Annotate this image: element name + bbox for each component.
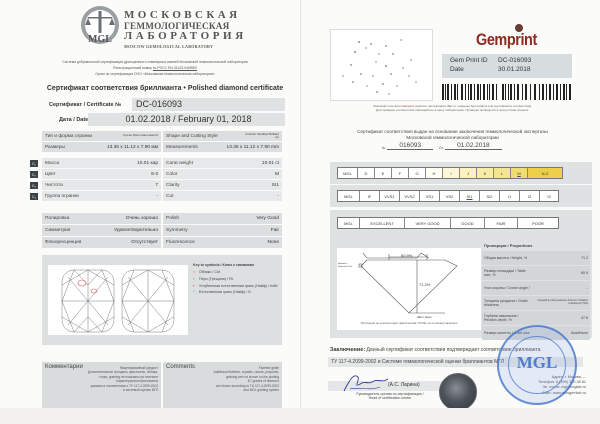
email-line: Эл. почта: mgl@mglab.ru [542, 385, 586, 390]
grade-en [163, 180, 282, 190]
clarity-scale-cell: I1 [500, 191, 520, 201]
measurements-en-label: Measurements [166, 144, 198, 150]
proportion-label: Общая высота / Height, % [484, 255, 528, 260]
table-percent: 60.9% [401, 253, 413, 258]
lab-name [124, 10, 247, 50]
stamp-text: MGL [516, 353, 558, 372]
proportion-value: 60.9 [581, 270, 588, 275]
grade-en-label: Cut [166, 193, 174, 199]
proportion-value: 71.2 [581, 255, 588, 260]
certificate-number-row [45, 98, 130, 111]
cut-scale-cell: MGL [338, 218, 360, 228]
key-item-cloud [193, 270, 283, 274]
signatory-name: (А.С. Ларина) [388, 382, 420, 388]
clarity-scale-cell: I2 [520, 191, 540, 201]
proportion-label: Угол короны / Crown angle,° [484, 285, 531, 290]
finish-en-label: Fluorescence [166, 240, 195, 245]
plotting-area [48, 265, 188, 335]
color-scale-cell: MGL [338, 168, 358, 178]
grade-ru-value: 7 [155, 182, 158, 188]
color-scale [337, 167, 563, 179]
grade-ru [42, 191, 161, 201]
color-scale-cell: D [358, 168, 375, 178]
key-item-feather [193, 277, 283, 281]
clarity-scale-cell: SI2 [480, 191, 500, 201]
clarity-scale-cell-selected: SI1 [460, 191, 480, 201]
gemprint-dots-icon [331, 30, 432, 100]
finish-en-label: Polish [166, 216, 180, 221]
finish-row-polish [42, 213, 282, 224]
comment-line: and MGL grading system [243, 388, 279, 393]
color-scale-cell: N-Z [528, 168, 562, 178]
finish-en [163, 213, 282, 224]
clarity-scale-cell: MGL [338, 191, 360, 201]
girdle-label: Extremely Thick [338, 266, 353, 268]
proportion-label: Глубина павильона / Pavilion depth, % [484, 313, 519, 322]
shape-ru-label: Тип и форма огранки [45, 133, 93, 139]
conclusion-text: Данный сертификат соответствия подтверждает соответствие бриллианта [366, 347, 541, 353]
proportion-value: 47.6 [581, 315, 588, 320]
color-scale-cell: G [409, 168, 426, 178]
organ-line: Орган по сертификации ООО «Московская геммологическая лаборатория» [95, 72, 215, 76]
grade-row-color [42, 169, 282, 179]
comment-line: указаны в соответствии с ТУ 117-4.2099-2002 [90, 383, 158, 388]
grade-ru [42, 180, 161, 190]
proportion-row [482, 281, 590, 295]
grade-ru-value: - [156, 193, 158, 199]
color-scale-cell: E [375, 168, 392, 178]
note-brand: Gemprint [401, 104, 414, 108]
fold-line [300, 0, 301, 410]
grade-ru-label: Чистота [45, 182, 63, 188]
finish-ru-value: Удовлетворительно [114, 228, 158, 233]
measurements-en-value: 13.35 x 11.12 x 7.90 mm [226, 144, 279, 150]
grade-en-label: Clarity [166, 182, 180, 188]
cut-scale [337, 217, 559, 229]
finish-ru [42, 213, 161, 224]
color-scale-cell: I [443, 168, 460, 178]
cut-scale-cell: GOOD [451, 218, 485, 228]
grade-ru-value: 8-3 [151, 171, 158, 177]
finish-ru-label: Симметрия [45, 228, 71, 233]
clarity-scale-cell: VS1 [420, 191, 440, 201]
culet-label: Шип / None [417, 315, 432, 319]
certificate-number-label: Сертификат / Certificate № [49, 101, 122, 108]
comment-line: точки, graining не показаны на плотинге [99, 374, 158, 379]
issued-line2: Московской геммологической лаборатории [406, 135, 499, 140]
note-text: позволит застраховать Вас от подмены бриллианта или сертификата соответствия. [414, 104, 533, 108]
comment-line: Характеристики бриллианта [115, 379, 158, 384]
comments-en-title: Comments [166, 364, 196, 370]
finish-en-value: Very Good [256, 216, 279, 221]
comment-line: are shown according to TU 117-4.2099-2002 [216, 383, 279, 388]
key-item-indented-natural [193, 284, 283, 288]
proportion-row [482, 296, 590, 310]
proportion-value: - [586, 285, 588, 290]
proportion-value: Средний до Экстремально Толстого / Medium to Extremely Thick [537, 299, 588, 305]
gemprint-id-box [442, 54, 572, 78]
grades-grid [42, 158, 282, 202]
grade-en-value: - [277, 193, 279, 199]
comment-line: Additional feathers, crystals, clouds, pinpoints, [213, 370, 279, 375]
certificate-title: Сертификат соответствия бриллианта • Polished diamond certificate [46, 85, 284, 92]
color-scale-cell: K [477, 168, 494, 178]
gemprint-brand: Gemprint [476, 30, 537, 49]
comments-ru-title: Комментарии [45, 364, 83, 370]
mgl-logo-icon [80, 5, 120, 47]
issued-line1: Сертификат соответствия выдан на основании заключения геммологической экспертизы [357, 129, 548, 134]
cut-scale-cell: POOR [532, 220, 544, 226]
feather-icon: / [193, 275, 195, 281]
shape-measure-grid [42, 131, 282, 153]
finish-grid [42, 213, 282, 249]
clarity-scale-cell: VS2 [440, 191, 460, 201]
issued-numbers [382, 142, 508, 150]
clarity-scale-cell: VVS1 [380, 191, 400, 201]
lab-name-line2: ГЕММОЛОГИЧЕСКАЯ [124, 21, 230, 31]
signatory-role-en: Head of certification center [368, 396, 412, 401]
key-item-label: Перо (Трещина) / Ftr [199, 276, 234, 281]
reg-label: Регистрационный номер [113, 66, 152, 70]
gemprint-date-value: 30.01.2018 [498, 65, 531, 73]
shape-en-label: Shape and Cutting Style [166, 133, 218, 139]
proportion-value: Шип/None [571, 330, 588, 335]
color-scale-cell-selected: M [511, 168, 528, 178]
gemprint-image [330, 29, 433, 101]
depth-percent: 71.2% [419, 282, 431, 287]
grade-en-value: 10.01 ct [261, 160, 279, 166]
finish-ru [42, 237, 161, 248]
comments-en [163, 362, 282, 410]
issued-from-value: 01.02.2018 [445, 142, 502, 150]
comment-line: 4C grades of diamond [247, 379, 279, 384]
diamond-profile-icon [337, 248, 481, 330]
grade-en [163, 191, 282, 201]
cloud-icon: ○ [193, 269, 196, 274]
finish-ru-value: Очень хорошо [125, 216, 158, 221]
signatory-role-ru: Руководитель органа по сертификации / [356, 392, 424, 396]
proportion-label: Размер калетты / Culet size [484, 330, 530, 335]
website-line: Сайт: www.mosgemlab.ru [542, 390, 586, 395]
c2-icon: C₂ [30, 171, 38, 178]
barcode-icon [442, 84, 572, 100]
issued-no-label: № [382, 146, 386, 150]
system-line: Система добровольной сертификации драгоценных и ювелирных камней Московской геммологической лаборатории [62, 60, 248, 64]
clarity-scale [337, 190, 559, 202]
color-scale-cell: H [426, 168, 443, 178]
certificate-date: 01.02.2018 / February 01, 2018 [88, 113, 285, 126]
gemprint-date-row [450, 66, 564, 75]
issued-statement [330, 129, 575, 141]
c4-icon: C₄ [30, 193, 38, 200]
color-scale-cell: L [494, 168, 511, 178]
grade-ru-label: Группа огранки [45, 193, 79, 199]
comment-line: Дополнительные трещины, кристаллы, облака, [87, 370, 158, 375]
color-scale-cell: J [460, 168, 477, 178]
shape-row [42, 131, 282, 141]
finish-en [163, 225, 282, 236]
key-to-symbols [193, 263, 283, 297]
diamond-plot-icon [48, 265, 188, 335]
comment-line: и системой оценки МГЛ [123, 388, 158, 393]
key-title: Key to symbols / Ключ к символам [193, 263, 254, 267]
measurements-en [163, 142, 282, 152]
key-item-label: Облако / Cld [199, 270, 220, 274]
grade-en-value: M [275, 171, 279, 177]
grade-en [163, 158, 282, 168]
grade-ru-label: Цвет [45, 171, 56, 177]
reg-line [20, 66, 290, 71]
grade-ru [42, 158, 161, 168]
comment-line: graining are not shown on the plotting [225, 374, 279, 379]
c1-icon: C₁ [30, 160, 38, 167]
natural-icon: ^ [193, 289, 195, 295]
proportion-row [482, 251, 590, 265]
clarity-scale-cell: VVS2 [400, 191, 420, 201]
key-item-label: Углубленная естественная грань (Найф) / IndN [199, 283, 278, 288]
key-item-natural [193, 290, 283, 294]
barcode [442, 84, 572, 100]
finish-row-fluorescence [42, 237, 282, 248]
signatory-role [330, 392, 450, 401]
grade-row-cut [42, 191, 282, 201]
issued-from-label: От [439, 146, 444, 150]
grade-row-carat [42, 158, 282, 168]
lab-name-line3: ЛАБОРАТОРИЯ [124, 30, 247, 42]
girdle-label: Medium to [338, 263, 348, 265]
finish-en-value: None [267, 240, 279, 245]
profile-note: Пропорции не соответствуют фактическим / Profile not to actual proportions [360, 321, 458, 325]
hologram-seal-icon [439, 373, 477, 411]
finish-en [163, 237, 282, 248]
comment-line: Faceted girdle [258, 366, 279, 370]
measurements-row [42, 142, 282, 152]
c3-icon: C₃ [30, 182, 38, 189]
finish-row-symmetry [42, 225, 282, 236]
lab-name-line1: МОСКОВСКАЯ [124, 9, 241, 21]
certificate-number: DC-016093 [132, 98, 285, 111]
note-text: Световой отпечаток [372, 104, 401, 108]
finish-en-label: Symmetry [166, 228, 188, 233]
proportion-row [482, 266, 590, 280]
comments-ru [42, 362, 161, 410]
color-scale-cell: F [392, 168, 409, 178]
clarity-scale-cell: I3 [547, 193, 551, 199]
gemprint-id-row [450, 57, 564, 66]
svg-text:MGL: MGL [88, 34, 112, 45]
measurements-ru-label: Размеры [45, 144, 65, 150]
shape-en [163, 131, 282, 141]
comment-line: Фацетированный рундист [119, 366, 158, 370]
finish-ru-label: Флюоресценция [45, 240, 82, 245]
grade-en [163, 169, 282, 179]
grade-en-label: Color [166, 171, 178, 177]
finish-en-value: Fair [270, 228, 279, 233]
phone-line: Телефон: 8 (499) 320 38 81 [538, 380, 586, 385]
date-label: Дата / Date [59, 116, 89, 123]
measurements-ru-value: 13.35 x 11.12 x 7.90 мм [106, 144, 158, 150]
grade-ru-label: Масса [45, 160, 60, 166]
proportions-title: Пропорции / Proportions [484, 243, 533, 248]
profile-diagram [337, 248, 481, 330]
proportion-row [482, 311, 590, 325]
finish-ru-label: Полировка [45, 216, 70, 221]
clarity-scale-cell: IF [360, 191, 380, 201]
shape-en-value: Cushion Modified Brilliant cut [245, 131, 279, 139]
grade-row-clarity [42, 180, 282, 190]
gemprint-note-line2: Для проверки соответствия обращайтесь в нашу лабораторию. Проверка проводится в присутствии клиента. [376, 108, 529, 113]
reg-number: № РОСС RU.31422.04ИВБ0 [152, 66, 197, 70]
finish-ru [42, 225, 161, 236]
address-line: Адрес: г. Москва, ... [551, 375, 586, 379]
cut-scale-cell: FAIR [485, 218, 518, 228]
cut-scale-cell: EXCELLENT [360, 218, 405, 228]
key-item-label: Естественная грань (Найф) / N [199, 290, 251, 295]
grade-en-label: Carat weight [166, 160, 193, 166]
comments-section [42, 362, 282, 410]
grade-en-value: SI1 [271, 182, 279, 188]
grade-ru-value: 10.01 кар [137, 160, 158, 166]
cut-scale-cell: VERY GOOD [405, 218, 451, 228]
gemprint-date-label: Date [450, 65, 464, 73]
proportion-label: Толщина рундиста / Girdle thickness [484, 298, 528, 307]
conclusion-line2: ТУ 117-4.2099-2002 и Системе геммологической оценки бриллиантов МГЛ [328, 357, 583, 367]
proportion-label: Размер площадки / Table size, % [484, 268, 526, 277]
indented-natural-icon: ▪ [193, 282, 195, 288]
page-bottom-edge [0, 408, 600, 424]
shape-ru [42, 131, 161, 141]
grade-ru [42, 169, 161, 179]
finish-ru-value: Отсутствует [131, 240, 158, 245]
mgl-stamp-icon [497, 325, 577, 405]
shape-ru-value: Кушон Бриллиантовая М [123, 133, 158, 138]
issued-no-value: 016093 [387, 142, 433, 150]
gemprint-id-label: Gem Print ID [450, 57, 488, 64]
measurements-ru [42, 142, 161, 152]
gemprint-id-value: DC-016093 [498, 57, 532, 64]
conclusion-label: Заключение: [330, 347, 366, 353]
gemprint-note [330, 104, 575, 113]
lab-name-en: MOSCOW GEMOLOGICAL LABORATORY [124, 44, 214, 49]
